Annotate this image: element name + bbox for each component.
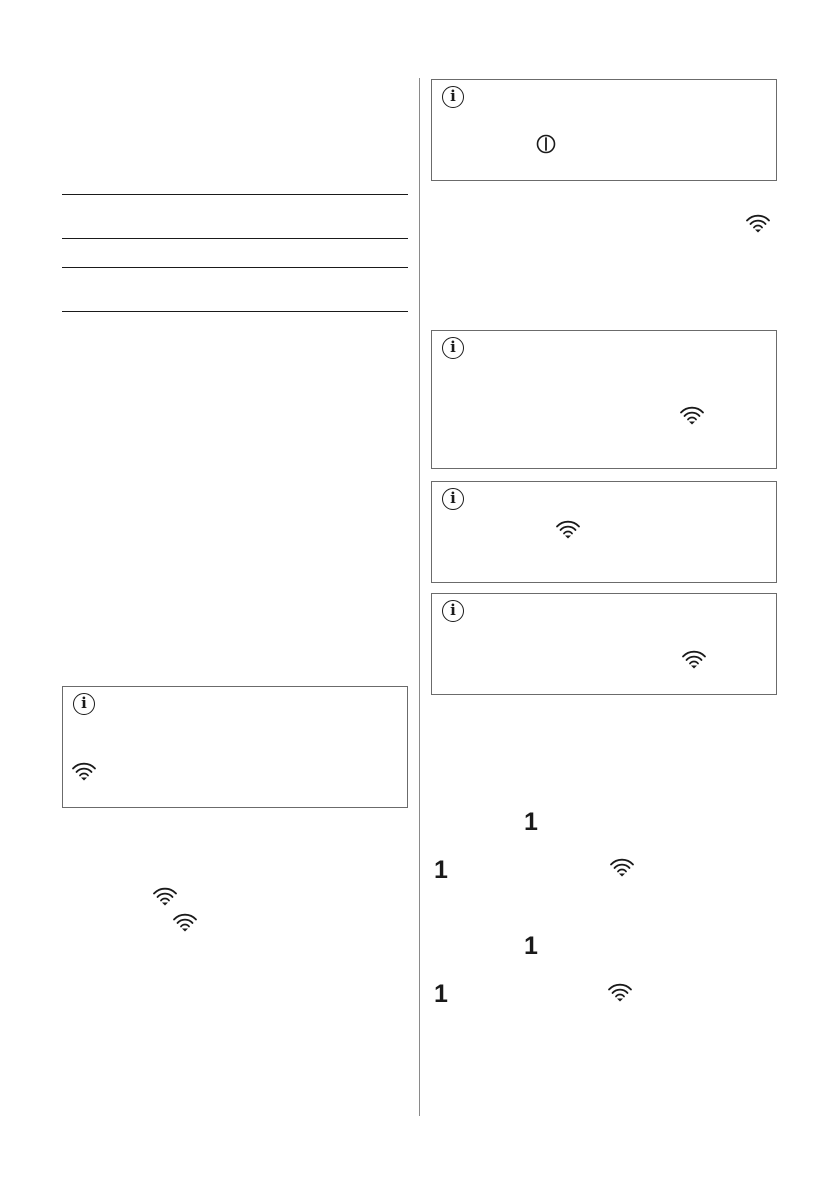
note-box-wifi-3 bbox=[431, 593, 777, 695]
table-rule-top bbox=[62, 194, 408, 195]
column-divider bbox=[419, 78, 420, 1116]
note-box-wifi-1 bbox=[431, 330, 777, 469]
wifi-icon bbox=[679, 405, 705, 425]
digit-one-icon: 1 bbox=[434, 856, 448, 884]
table-rule-row-2 bbox=[62, 267, 408, 268]
power-icon bbox=[536, 134, 556, 154]
info-icon: i bbox=[442, 337, 464, 359]
wifi-icon bbox=[152, 886, 178, 906]
note-box-left bbox=[62, 686, 408, 808]
wifi-icon bbox=[681, 649, 707, 669]
note-box-power bbox=[431, 79, 777, 181]
wifi-icon bbox=[745, 213, 771, 233]
table-rule-bottom bbox=[62, 311, 408, 312]
wifi-icon bbox=[607, 982, 633, 1002]
note-box-wifi-2 bbox=[431, 481, 777, 583]
wifi-icon bbox=[71, 761, 97, 781]
digit-one-icon: 1 bbox=[524, 932, 538, 960]
wifi-icon bbox=[609, 857, 635, 877]
wifi-icon bbox=[555, 519, 581, 539]
table-rule-row-1 bbox=[62, 238, 408, 239]
info-icon: i bbox=[442, 600, 464, 622]
digit-one-icon: 1 bbox=[524, 808, 538, 836]
digit-one-icon: 1 bbox=[434, 980, 448, 1008]
info-icon: i bbox=[442, 488, 464, 510]
info-icon: i bbox=[73, 693, 95, 715]
info-icon: i bbox=[442, 86, 464, 108]
wifi-icon bbox=[172, 912, 198, 932]
